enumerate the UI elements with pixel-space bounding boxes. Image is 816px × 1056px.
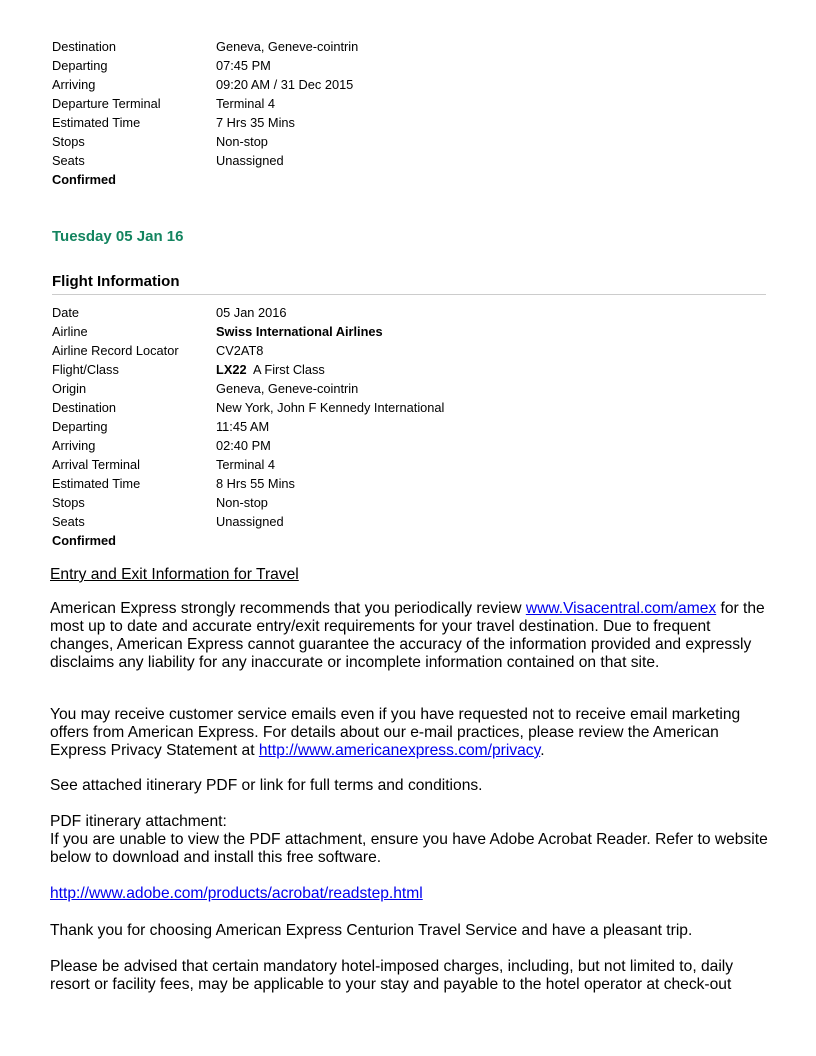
detail-label: Seats: [52, 514, 85, 529]
detail-label: Departing: [52, 419, 108, 434]
detail-row: [52, 379, 444, 398]
detail-value: 11:45 AM: [216, 419, 270, 434]
detail-row: [52, 436, 444, 455]
detail-row: [52, 151, 358, 170]
detail-row: [52, 132, 358, 151]
entry-exit-text-continued: for the most up to date and accurate entry/exit requirements for your travel destination. Due to frequent changes, American Express cannot guarantee the accuracy of the information provided and expressly disclaims any liability for any inaccurate or incomplete information contained on that site.: [50, 600, 765, 671]
detail-row: [52, 341, 444, 360]
detail-value: Unassigned: [216, 153, 284, 168]
record-locator: CV2AT8: [216, 343, 264, 358]
detail-label: Arriving: [52, 77, 96, 92]
detail-label: Estimated Time: [52, 115, 141, 130]
detail-label: Estimated Time: [52, 476, 141, 491]
visacentral-link[interactable]: www.Visacentral.com/amex: [525, 600, 717, 617]
detail-label: Seats: [52, 153, 85, 168]
pdf-title: PDF itinerary attachment:: [50, 813, 227, 830]
attached-note: See attached itinerary PDF or link for full terms and conditions.: [50, 777, 483, 794]
prev-flight-details: [52, 37, 358, 170]
detail-row: [52, 474, 444, 493]
detail-value: Geneva, Geneve-cointrin: [216, 381, 359, 396]
detail-label: Date: [52, 305, 80, 320]
detail-label: Stops: [52, 134, 85, 149]
flight-class: A First Class: [253, 362, 325, 377]
detail-label: Stops: [52, 495, 85, 510]
detail-label: Destination: [52, 400, 117, 415]
detail-row: [52, 417, 444, 436]
flight-status: Confirmed: [52, 533, 116, 548]
detail-value: Geneva, Geneve-cointrin: [216, 39, 359, 54]
detail-value: Non-stop: [216, 134, 268, 149]
detail-value: 09:20 AM / 31 Dec 2015: [216, 77, 354, 92]
flight-number: LX22: [216, 362, 247, 377]
detail-label: Destination: [52, 39, 117, 54]
hotel-notice: Please be advised that certain mandatory hotel-imposed charges, including, but not limited to, daily resort or facility fees, may be applicable to your stay and payable to the hotel operator at check-out: [50, 958, 734, 993]
thanks-message: Thank you for choosing American Express Centurion Travel Service and have a pleasant trip.: [50, 922, 693, 939]
privacy-text-end: .: [540, 742, 545, 759]
section-divider: [52, 294, 766, 295]
detail-label: Departure Terminal: [52, 96, 161, 111]
flight-info-heading: Flight Information: [52, 273, 180, 290]
detail-value: 07:45 PM: [216, 58, 271, 73]
adobe-link[interactable]: http://www.adobe.com/products/acrobat/readstep.html: [50, 885, 423, 902]
detail-label: Airline: [52, 324, 88, 339]
privacy-paragraph: [50, 706, 768, 760]
detail-row: [52, 37, 358, 56]
detail-label: Arriving: [52, 438, 96, 453]
detail-value: Non-stop: [216, 495, 268, 510]
detail-label: Flight/Class: [52, 362, 119, 377]
detail-row: [52, 360, 444, 379]
pdf-instructions: If you are unable to view the PDF attachment, ensure you have Adobe Acrobat Reader. Refer to website below to download and install this free software.: [50, 831, 768, 866]
entry-exit-paragraph: [50, 600, 768, 672]
detail-label: Airline Record Locator: [52, 343, 179, 358]
detail-row: [52, 512, 444, 531]
detail-row: [52, 303, 444, 322]
detail-value: 05 Jan 2016: [216, 305, 287, 320]
airline-name: Swiss International Airlines: [216, 324, 383, 339]
day-heading: Tuesday 05 Jan 16: [52, 228, 184, 245]
prev-flight-status: Confirmed: [52, 172, 116, 187]
detail-value: Unassigned: [216, 514, 284, 529]
detail-row: [52, 455, 444, 474]
detail-row: [52, 56, 358, 75]
detail-row: [52, 113, 358, 132]
detail-label: Departing: [52, 58, 108, 73]
entry-exit-heading: Entry and Exit Information for Travel: [50, 566, 299, 583]
detail-value: 7 Hrs 35 Mins: [216, 115, 295, 130]
detail-row: [52, 398, 444, 417]
flight-class-value: [216, 360, 325, 379]
detail-value: Terminal 4: [216, 96, 276, 111]
detail-row: [52, 94, 358, 113]
adobe-link-line: [50, 885, 768, 903]
detail-value: 8 Hrs 55 Mins: [216, 476, 295, 491]
detail-row: [52, 75, 358, 94]
detail-value: 02:40 PM: [216, 438, 271, 453]
detail-label: Origin: [52, 381, 87, 396]
detail-value: Terminal 4: [216, 457, 276, 472]
detail-row: [52, 493, 444, 512]
detail-value: New York, John F Kennedy International: [216, 400, 445, 415]
detail-label: Arrival Terminal: [52, 457, 140, 472]
entry-exit-text: American Express strongly recommends that you periodically review: [50, 600, 526, 617]
flight-details: [52, 303, 444, 531]
detail-row: [52, 322, 444, 341]
privacy-text: You may receive customer service emails even if you have requested not to receive email marketing offers from American Express. For details about our e-mail practices, please review the American Express Privacy Statement at: [50, 706, 741, 759]
privacy-link[interactable]: http://www.americanexpress.com/privacy: [258, 742, 541, 759]
